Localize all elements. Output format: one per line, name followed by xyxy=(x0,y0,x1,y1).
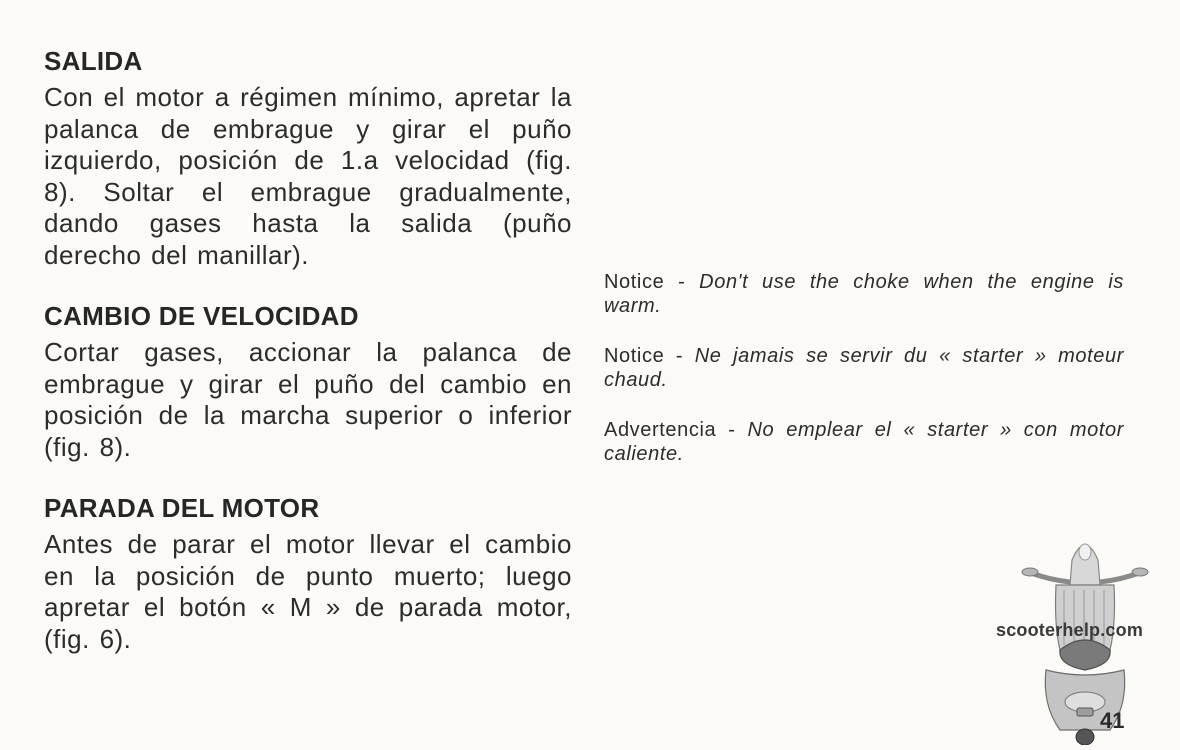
notice-lead: Advertencia - xyxy=(604,419,748,441)
notice-french xyxy=(604,344,1124,392)
notice-lead: Notice - xyxy=(604,345,695,367)
section-heading: CAMBIO DE VELOCIDAD xyxy=(44,301,359,331)
notice-lead: Notice - xyxy=(604,271,700,293)
section-body: Con el motor a régimen mínimo, apretar la palanca de embrague y girar el puño izquierdo, posición de 1.a velocidad (fig. 8). Soltar el embrague gradualmente, dando gases hasta la salida (puño derecho del manillar). xyxy=(44,82,572,270)
section-heading: PARADA DEL MOTOR xyxy=(44,493,320,523)
section-heading: SALIDA xyxy=(44,46,143,76)
section-cambio-de-velocidad xyxy=(44,299,572,463)
instructions-column xyxy=(44,44,572,683)
section-body: Cortar gases, accionar la palanca de embrague y girar el puño del cambio en posición de la marcha superior o inferior (fig. 8). xyxy=(44,337,572,462)
notice-english xyxy=(604,270,1124,318)
notice-body: Don't use the choke when the engine is warm. xyxy=(604,271,1125,317)
notice-body: No emplear el « starter » con motor caliente. xyxy=(604,419,1124,465)
notice-body: Ne jamais se servir du « starter » moteur chaud. xyxy=(604,345,1124,391)
watermark-text: scooterhelp.com xyxy=(996,620,1144,640)
section-body: Antes de parar el motor llevar el cambio en la posición de punto muerto; luego apretar el botón « M » de parada motor, (fig. 6). xyxy=(44,529,572,654)
notices-column xyxy=(604,270,1124,492)
page-number: 41 xyxy=(1100,708,1125,733)
section-parada-del-motor xyxy=(44,491,572,655)
section-salida xyxy=(44,44,572,271)
notice-spanish xyxy=(604,418,1124,466)
